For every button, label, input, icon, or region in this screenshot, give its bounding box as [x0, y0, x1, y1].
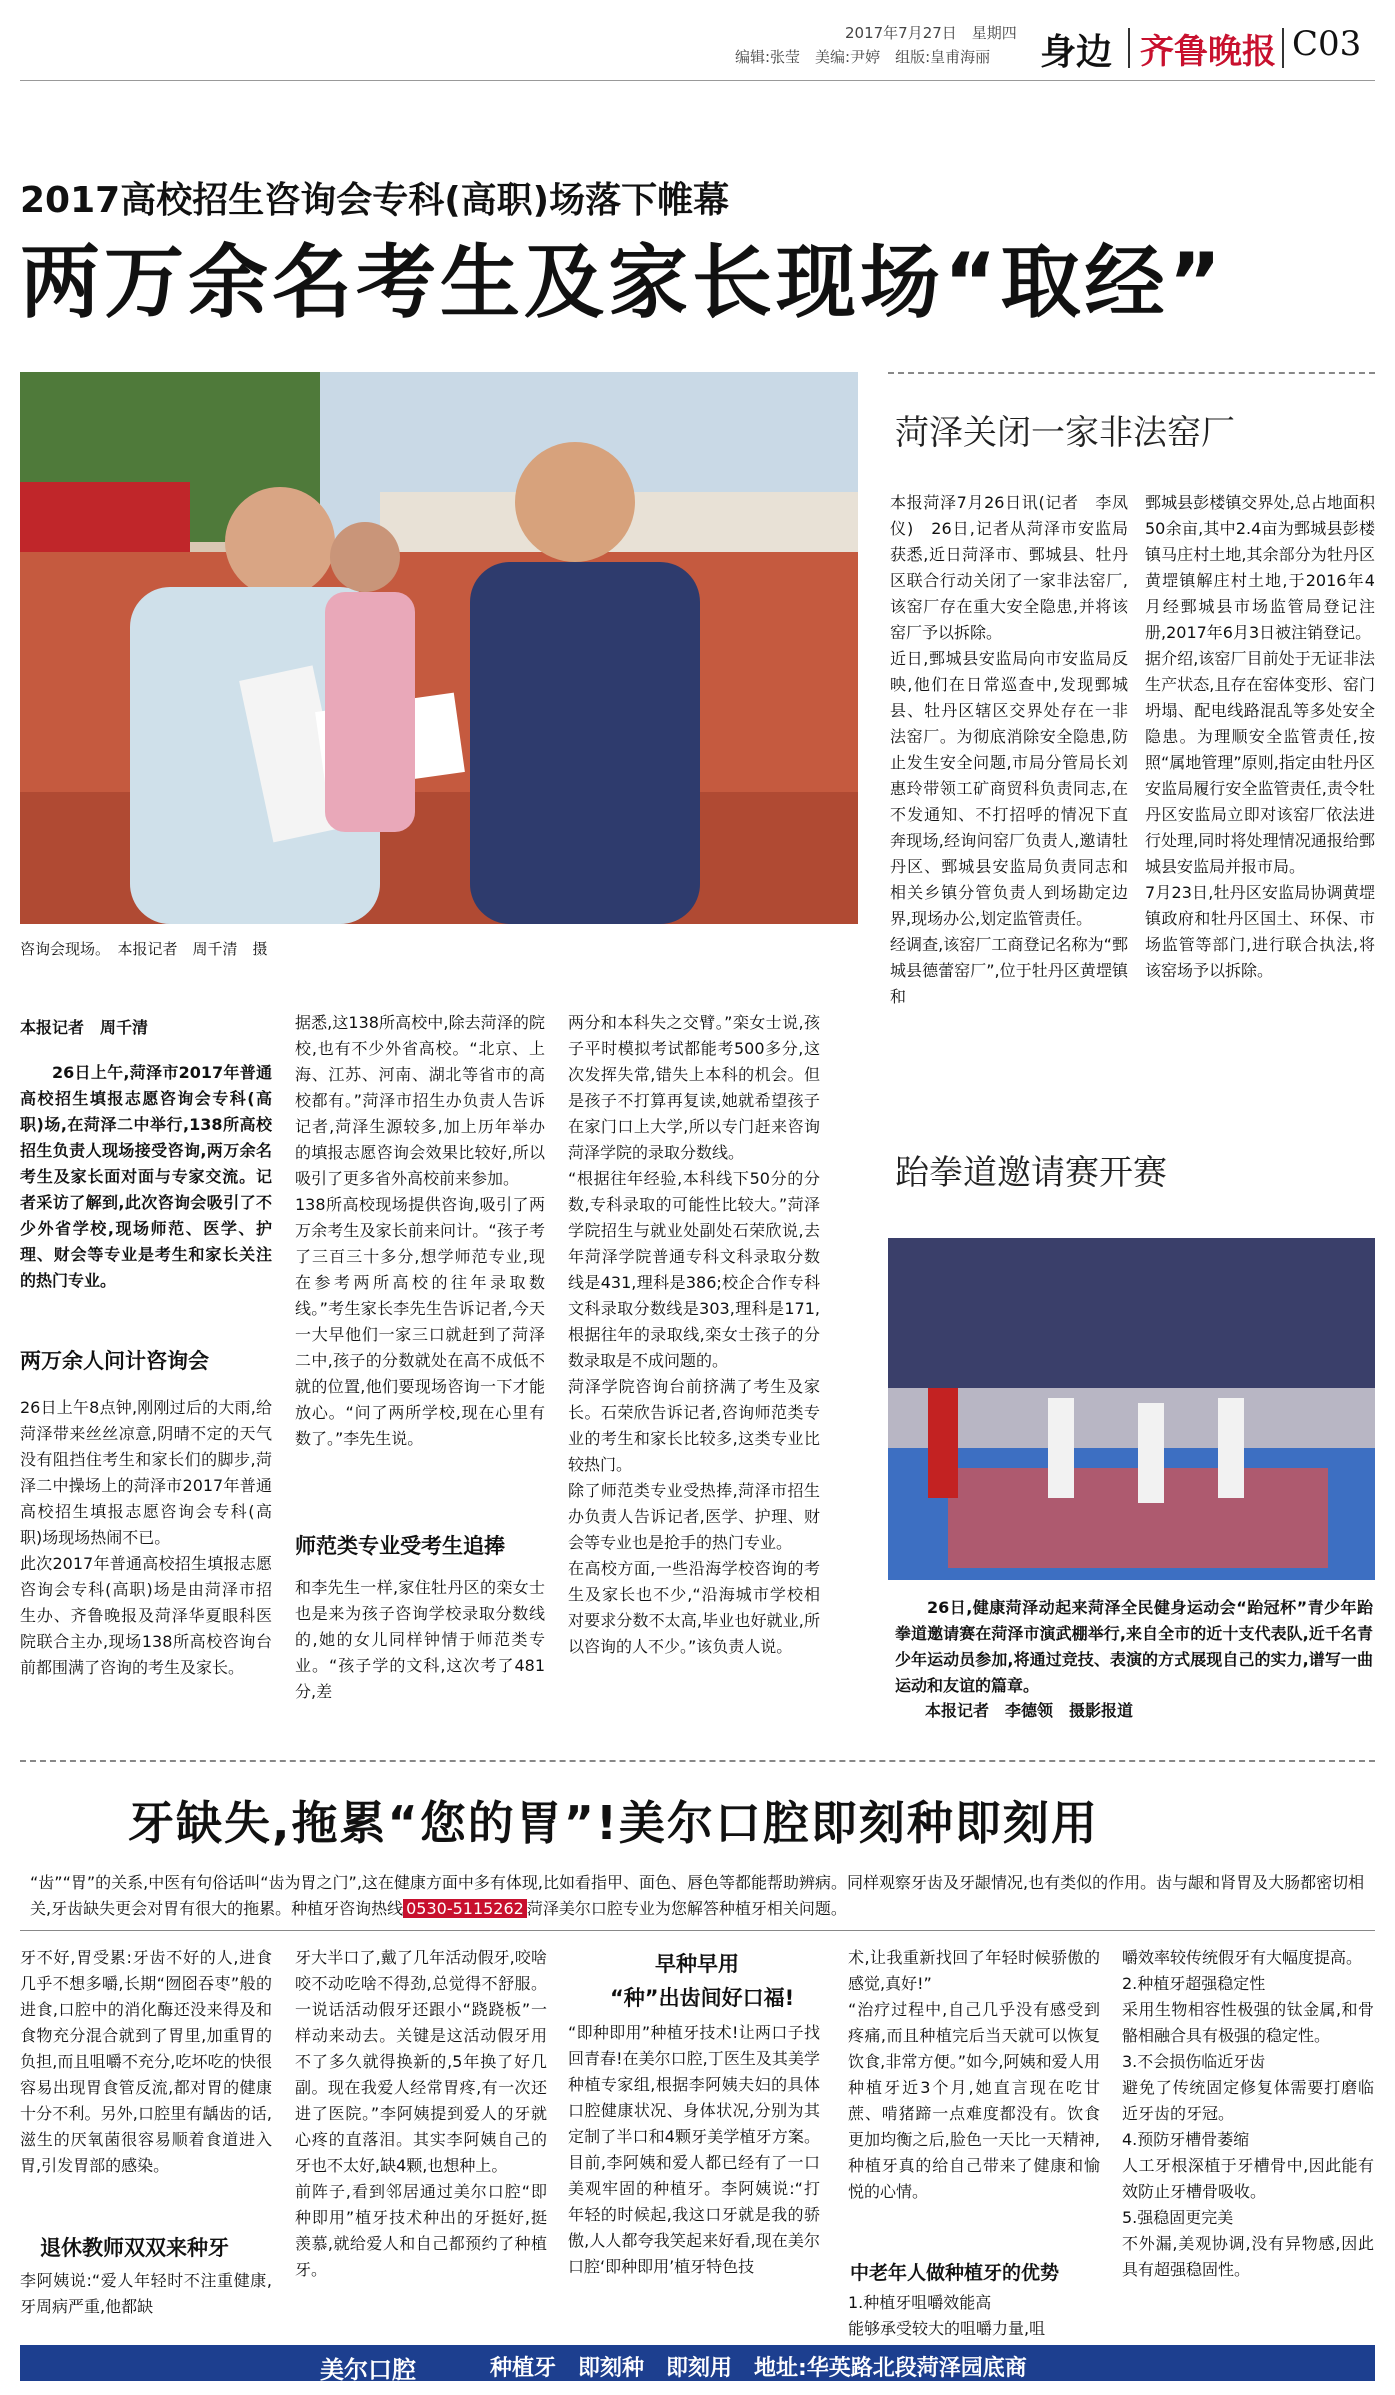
- ad-subhead-early: 早种早用: [655, 1952, 739, 1976]
- ad-intro: [30, 1870, 1370, 1922]
- photo-caption: 咨询会现场。 本报记者 周千清 摄: [20, 940, 268, 958]
- taekwondo-scene-illustration: [888, 1238, 1375, 1580]
- story-byline: 本报记者 周千清: [20, 1018, 149, 1037]
- column-2-bottom: 和李先生一样,家住牡丹区的栾女士也是来为孩子咨询学校录取分数线的,她的女儿同样钟情于师范类专业。“孩子学的文科,这次考了481分,差: [295, 1578, 545, 1701]
- main-photo: [20, 372, 858, 924]
- column-1-body: 26日上午8点钟,刚刚过后的大雨,给菏泽带来丝丝凉意,阴晴不定的天气没有阻挡住考生和家长们的脚步,菏泽二中操场上的菏泽市2017年普通高校招生填报志愿咨询会专科(高职)场现场热闹不已。 此次2017年普通高校招生填报志愿咨询会专科(高职)场是由菏泽市招生办、齐鲁晚报及菏泽华夏眼科医院联合主办,现场138所高校咨询台前都围满了咨询的考生及家长。: [20, 1398, 272, 1677]
- ad-intro-rule: [20, 1930, 1375, 1931]
- column-3-body: 两分和本科失之交臂。”栾女士说,孩子平时模拟考试都能考500多分,这次发挥失常,错失上本科的机会。但是孩子不打算再复读,她就希望孩子在家门口上大学,所以专门赶来咨询菏泽学院的录取分数线。 “根据往年经验,本科线下50分的分数,专科录取的可能性比较大。”菏泽学院招生与就业处副处石荣欣说,去年菏泽学院普通专科文科录取分数线是431,理科是386;校企合作专科文科录取分数线是303,理科是171,根据往年的录取线,栾女士孩子的分数录取是不成问题的。 菏泽学院咨询台前挤满了考生及家长。石荣欣告诉记者,咨询师范类专业的考生和家长比较多,这类专业比较热门。 除了师范类专业受热捧,菏泽市招生办负责人告诉记者,医学、护理、财会等专业也是抢手的热门专业。 在高校方面,一些沿海学校咨询的考生及家长也不少,“沿海城市学校相对要求分数不太高,毕业也好就业,所以咨询的人不少。”该负责人说。: [568, 1013, 820, 1656]
- ad-subhead-good-fortune: “种”出齿间好口福!: [610, 1986, 795, 2010]
- side-story-2-credit: 本报记者 李德领 摄影报道: [925, 1701, 1134, 1720]
- ad-title: 牙缺失,拖累“您的胃”!美尔口腔即刻种即刻用: [128, 1796, 1099, 1850]
- ad-column-1: 牙不好,胃受累:牙齿不好的人,进食几乎不想多嚼,长期“囫囵吞枣”般的进食,口腔中的消化酶还没来得及和食物充分混合就到了胃里,加重胃的负担,而且咀嚼不充分,吃坏吃的快很容易出现胃食管反流,都对胃的健康十分不利。另外,口腔里有龋齿的话,滋生的厌氧菌很容易顺着食道进入胃,引发胃部的感染。: [20, 1948, 272, 2175]
- ad-subhead-advantages: 中老年人做种植牙的优势: [850, 2262, 1060, 2284]
- ad-column-4: 术,让我重新找回了年轻时候骄傲的感觉,真好!” “治疗过程中,自己几乎没有感受到疼痛,而且种植完后当天就可以恢复饮食,非常方便。”如今,阿姨和爱人用种植牙近3个月,她直言现在吃甘蔗、啃猪蹄一点难度都没有。饮食更加均衡之后,脸色一天比一天精神,种植牙真的给自己带来了健康和愉悦的心情。: [848, 1948, 1100, 2201]
- ad-footer-logo: 美尔口腔: [320, 2356, 416, 2384]
- ad-column-1-cont: 李阿姨说:“爱人年轻时不注重健康,牙周病严重,他都缺: [20, 2271, 272, 2316]
- side-rule: [888, 372, 1375, 374]
- story-lead: 26日上午,菏泽市2017年普通高校招生填报志愿咨询会专科(高职)场,在菏泽二中举行,138所高校招生负责人现场接受咨询,两万余名考生及家长面对面与专家交流。记者采访了解到,此次咨询会吸引了不少外省学校,现场师范、医学、护理、财会等专业是考生和家长关注的热门专业。: [20, 1063, 272, 1290]
- story-subtitle: 2017高校招生咨询会专科(高职)场落下帷幕: [20, 180, 730, 221]
- side-story-1-col-b: 鄄城县彭楼镇交界处,总占地面积50余亩,其中2.4亩为鄄城县彭楼镇马庄村土地,其余部分为牡丹区黄堽镇解庄村土地,于2016年4月经鄄城县市场监管局登记注册,2017年6月3日被注销登记。 据介绍,该窑厂目前处于无证非法生产状态,且存在窑体变形、窑门坍塌、配电线路混乱等多处安全隐患。为理顺安全监管责任,按照“属地管理”原则,指定由牡丹区安监局履行安全监管责任,责令牡丹区安监局立即对该窑厂依法进行处理,同时将处理情况通报给鄄城县安监局并报市局。 7月23日,牡丹区安监局协调黄堽镇政府和牡丹区国土、环保、市场监管等部门,进行联合执法,将该窑场予以拆除。: [1145, 493, 1375, 980]
- side-story-1-title: 菏泽关闭一家非法窑厂: [895, 413, 1235, 453]
- masthead-divider: [1128, 28, 1130, 68]
- page-number: C03: [1292, 24, 1362, 64]
- ad-footer-text: 种植牙 即刻种 即刻用 地址:华英路北段菏泽园底商: [490, 2356, 1027, 2381]
- side-story-1-col-a: 本报菏泽7月26日讯(记者 李凤仪) 26日,记者从菏泽市安监局获悉,近日菏泽市、鄄城县、牡丹区联合行动关闭了一家非法窑厂,该窑厂存在重大安全隐患,并将该窑厂予以拆除。 近日,鄄城县安监局向市安监局反映,他们在日常巡查中,发现鄄城县、牡丹区辖区交界处存在一非法窑厂。为彻底消除安全隐患,防止发生安全问题,市局分管局长刘惠玲带领工矿商贸科负责同志,在不发通知、不打招呼的情况下直奔现场,经询问窑厂负责人,邀请牡丹区、鄄城县安监局负责同志和相关乡镇分管负责人到场勘定边界,现场办公,划定监管责任。 经调查,该窑厂工商登记名称为“鄄城县德蕾窑厂”,位于牡丹区黄堽镇和: [890, 493, 1128, 1006]
- ad-footer-bar: [20, 2345, 1375, 2384]
- ad-column-3: “即种即用”种植牙技术!让两口子找回青春!在美尔口腔,丁医生及其美学种植专家组,根据李阿姨夫妇的具体口腔健康状况、身体状况,分别为其定制了半口和4颗牙美学植牙方案。目前,李阿姨和爱人都已经有了一口美观牢固的种植牙。李阿姨说:“打年轻的时候起,我这口牙就是我的骄傲,人人都夸我笑起来好看,现在美尔口腔‘即种即用’植牙特色技: [568, 2023, 820, 2276]
- section-name: 身边: [1040, 32, 1113, 73]
- subhead-1: 两万余人问计咨询会: [20, 1349, 209, 1373]
- subhead-2: 师范类专业受考生追捧: [295, 1534, 505, 1558]
- ad-column-4-cont: 1.种植牙咀嚼效能高 能够承受较大的咀嚼力量,咀: [848, 2293, 1046, 2338]
- newspaper-logo: 齐鲁晚报: [1140, 32, 1276, 72]
- ad-hotline: 0530-5115262: [403, 1899, 527, 1918]
- taekwondo-photo: [888, 1238, 1375, 1580]
- column-2-top: 据悉,这138所高校中,除去菏泽的院校,也有不少外省高校。“北京、上海、江苏、河南、湖北等省市的高校都有。”菏泽市招生办负责人告诉记者,菏泽生源较多,加上历年举办的填报志愿咨询会效果比较好,所以吸引了更多省外高校前来参加。 138所高校现场提供咨询,吸引了两万余考生及家长前来问计。“孩子考了三百三十多分,想学师范专业,现在参考两所高校的往年录取数线。”考生家长李先生告诉记者,今天一大早他们一家三口就赶到了菏泽二中,孩子的分数就处在高不成低不就的位置,他们要现场咨询一下才能放心。“问了两所学校,现在心里有数了。”李先生说。: [295, 1013, 545, 1448]
- ad-column-2: 牙大半口了,戴了几年活动假牙,咬啥咬不动吃啥不得劲,总觉得不舒服。一说话活动假牙还跟小“跷跷板”一样动来动去。关键是这活动假牙用不了多久就得换新的,5年换了好几副。现在我爱人经常胃疼,有一次还进了医院。”李阿姨提到爱人的牙就心疼的直落泪。其实李阿姨自己的牙也不太好,缺4颗,也想种上。 前阵子,看到邻居通过美尔口腔“即种即用”植牙技术种出的牙挺好,挺羡慕,就给爱人和自己都预约了种植牙。: [295, 1948, 547, 2279]
- ad-intro-text: “齿”“胃”的关系,中医有句俗话叫“齿为胃之门”,这在健康方面中多有体现,比如看指甲、面色、唇色等都能帮助辨病。同样观察牙齿及牙龈情况,也有类似的作用。齿与龈和肾胃及大肠都密切相关,牙齿缺失更会对胃有很大的拖累。种植牙咨询热线: [30, 1873, 1365, 1918]
- masthead-divider-2: [1282, 28, 1284, 68]
- masthead-rule: [20, 80, 1375, 81]
- editors-line: 编辑:张莹 美编:尹婷 组版:皇甫海丽: [735, 48, 991, 66]
- ad-intro-text-2: 菏泽美尔口腔专业为您解答种植牙相关问题。: [526, 1899, 847, 1918]
- ad-top-rule: [20, 1760, 1375, 1762]
- ad-subhead-teachers: 退休教师双双来种牙: [40, 2236, 229, 2260]
- side-story-2-caption: 26日,健康菏泽动起来菏泽全民健身运动会“跆冠杯”青少年跆拳道邀请赛在菏泽市演武棚举行,来自全市的近十支代表队,近千名青少年运动员参加,将通过竞技、表演的方式展现自己的实力,谱写一曲运动和友谊的篇章。: [895, 1598, 1373, 1695]
- story-headline: 两万余名考生及家长现场“取经”: [20, 236, 1226, 329]
- ad-column-5: 嚼效率较传统假牙有大幅度提高。 2.种植牙超强稳定性 采用生物相容性极强的钛金属,和骨骼相融合具有极强的稳定性。 3.不会损伤临近牙齿 避免了传统固定修复体需要打磨临近牙齿的牙冠。 4.预防牙槽骨萎缩 人工牙根深植于牙槽骨中,因此能有效防止牙槽骨吸收。 5.强稳固更完美 不外漏,美观协调,没有异物感,因此具有超强稳固性。: [1122, 1948, 1374, 2279]
- issue-date: 2017年7月27日 星期四: [845, 24, 1017, 42]
- side-story-2-title: 跆拳道邀请赛开赛: [895, 1153, 1167, 1193]
- consultation-scene-illustration: [20, 372, 858, 924]
